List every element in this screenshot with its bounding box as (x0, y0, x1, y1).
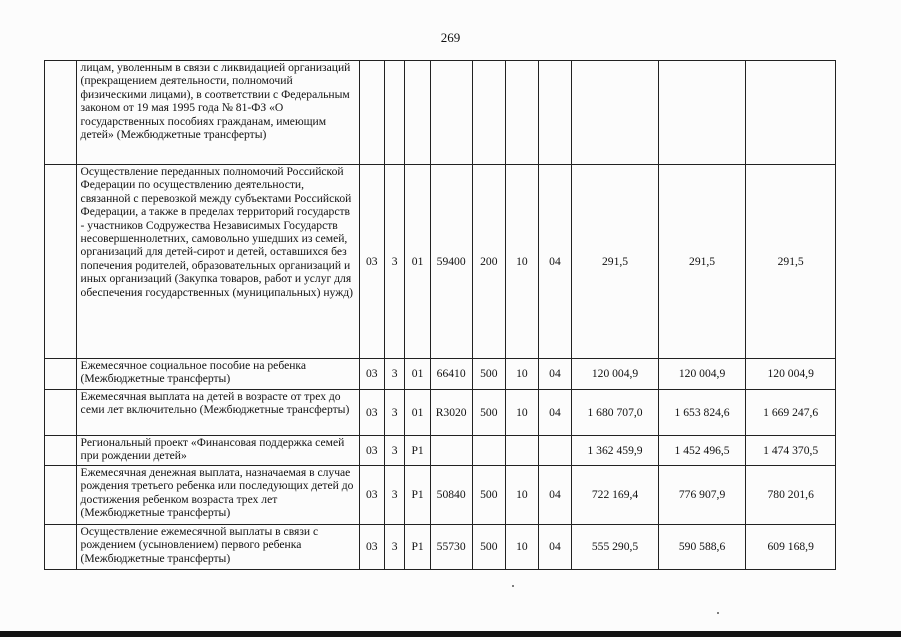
table-row (45, 359, 836, 390)
code-division: 10 (506, 525, 539, 570)
row-description: Ежемесячная денежная выплата, назначаемая в случае рождения третьего ребенка или последующих детей до достижения ребенком возраста трех лет (Межбюджетные трансферты) (76, 466, 359, 525)
amount-year-3: 1 669 247,6 (746, 390, 836, 436)
code-direction: R3020 (430, 390, 472, 436)
amount-year-1: 291,5 (572, 165, 659, 359)
code-subdivision: 04 (538, 359, 572, 390)
code-division: 10 (506, 466, 539, 525)
code-subprogram: P1 (405, 466, 430, 525)
row-index-cell (45, 165, 77, 359)
row-index-cell (45, 390, 77, 436)
code-division: 10 (506, 165, 539, 359)
row-description: лицам, уволенным в связи с ликвидацией организаций (прекращением деятельности, полномочий физическими лицами), в соответствии с Федеральным законом от 19 мая 1995 года № 81-ФЗ «О государственных пособиях гражданам, имеющим детей» (Межбюджетные трансферты) (76, 61, 359, 165)
code-section: 03 (359, 436, 384, 466)
code-program: 3 (384, 525, 404, 570)
row-index-cell (45, 61, 77, 165)
code-program: 3 (384, 466, 404, 525)
code-division (506, 436, 539, 466)
row-description: Осуществление ежемесячной выплаты в связи с рождением (усыновлением) первого ребенка (Межбюджетные трансферты) (76, 525, 359, 570)
row-index-cell (45, 359, 77, 390)
code-expense-type (472, 436, 506, 466)
amount-year-2: 776 907,9 (658, 466, 746, 525)
code-direction: 55730 (430, 525, 472, 570)
code-subdivision: 04 (538, 466, 572, 525)
code-program (384, 61, 404, 165)
code-direction (430, 436, 472, 466)
amount-year-2: 120 004,9 (658, 359, 746, 390)
code-subprogram: 01 (405, 359, 430, 390)
code-subprogram: 01 (405, 165, 430, 359)
code-expense-type: 500 (472, 390, 506, 436)
code-direction (430, 61, 472, 165)
table-row (45, 525, 836, 570)
code-expense-type: 200 (472, 165, 506, 359)
code-subprogram: 01 (405, 390, 430, 436)
code-program: 3 (384, 165, 404, 359)
code-subprogram: P1 (405, 525, 430, 570)
amount-year-1: 120 004,9 (572, 359, 659, 390)
code-subprogram (405, 61, 430, 165)
amount-year-3 (746, 61, 836, 165)
code-division (506, 61, 539, 165)
amount-year-3: 291,5 (746, 165, 836, 359)
amount-year-1: 1 680 707,0 (572, 390, 659, 436)
code-subdivision (538, 61, 572, 165)
code-subprogram: P1 (405, 436, 430, 466)
code-expense-type: 500 (472, 359, 506, 390)
row-index-cell (45, 525, 77, 570)
bottom-rule (0, 631, 901, 637)
row-index-cell (45, 466, 77, 525)
amount-year-2: 1 452 496,5 (658, 436, 746, 466)
row-description: Ежемесячная выплата на детей в возрасте от трех до семи лет включительно (Межбюджетные трансферты) (76, 390, 359, 436)
page-number: 269 (440, 30, 461, 45)
code-section (359, 61, 384, 165)
row-description: Ежемесячное социальное пособие на ребенка (Межбюджетные трансферты) (76, 359, 359, 390)
code-program: 3 (384, 390, 404, 436)
code-section: 03 (359, 165, 384, 359)
amount-year-3: 609 168,9 (746, 525, 836, 570)
code-section: 03 (359, 525, 384, 570)
code-division: 10 (506, 390, 539, 436)
code-division: 10 (506, 359, 539, 390)
code-direction: 66410 (430, 359, 472, 390)
amount-year-2: 590 588,6 (658, 525, 746, 570)
amount-year-2: 291,5 (658, 165, 746, 359)
table-row (45, 165, 836, 359)
scan-speck (512, 585, 514, 587)
table-row (45, 61, 836, 165)
amount-year-1: 722 169,4 (572, 466, 659, 525)
code-program: 3 (384, 436, 404, 466)
code-section: 03 (359, 359, 384, 390)
code-subdivision: 04 (538, 390, 572, 436)
table-row (45, 466, 836, 525)
code-direction: 50840 (430, 466, 472, 525)
code-section: 03 (359, 466, 384, 525)
code-section: 03 (359, 390, 384, 436)
code-subdivision: 04 (538, 525, 572, 570)
table-row (45, 390, 836, 436)
code-expense-type: 500 (472, 466, 506, 525)
scan-speck (717, 612, 719, 614)
row-description: Осуществление переданных полномочий Российской Федерации по осуществлению деятельности, связанной с перевозкой между субъектами Российской Федерации, а также в пределах территорий государств - участников Содружества Независимых Государств несовершеннолетних, самовольно ушедших из семей, организаций для детей-сирот и детей, оставшихся без попечения родителей, образовательных организаций и иных организаций (Закупка товаров, работ и услуг для обеспечения государственных (муниципальных) нужд) (76, 165, 359, 359)
amount-year-3: 120 004,9 (746, 359, 836, 390)
row-index-cell (45, 436, 77, 466)
code-expense-type (472, 61, 506, 165)
amount-year-3: 780 201,6 (746, 466, 836, 525)
amount-year-3: 1 474 370,5 (746, 436, 836, 466)
row-description: Региональный проект «Финансовая поддержка семей при рождении детей» (76, 436, 359, 466)
code-expense-type: 500 (472, 525, 506, 570)
amount-year-2 (658, 61, 746, 165)
amount-year-1: 1 362 459,9 (572, 436, 659, 466)
code-program: 3 (384, 359, 404, 390)
code-direction: 59400 (430, 165, 472, 359)
amount-year-1: 555 290,5 (572, 525, 659, 570)
code-subdivision: 04 (538, 165, 572, 359)
amount-year-2: 1 653 824,6 (658, 390, 746, 436)
table-row (45, 436, 836, 466)
budget-table (44, 60, 836, 570)
amount-year-1 (572, 61, 659, 165)
code-subdivision (538, 436, 572, 466)
